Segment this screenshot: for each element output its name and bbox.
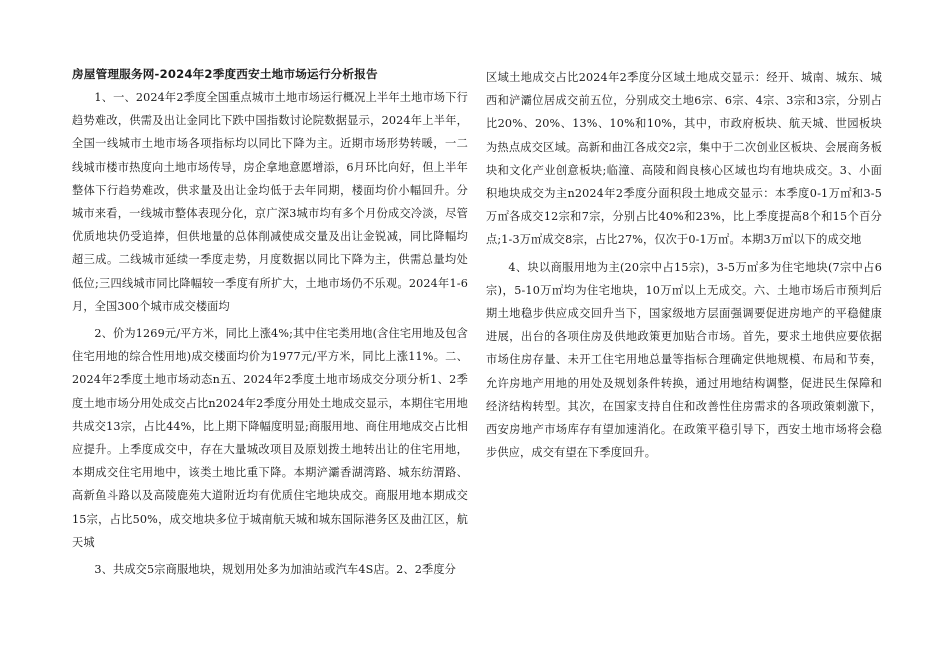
- left-column: [72, 66, 468, 585]
- right-column: [486, 66, 882, 468]
- paragraph-3: 3、共成交5宗商服地块，规划用处多为加油站或汽车4S店。2、2季度分: [94, 563, 456, 577]
- paragraph-2: 2、价为1269元/平方米，同比上涨4%;其中住宅类用地(含住宅用地及包含住宅用地的综合性用地)成交楼面均价为1977元/平方米，同比上涨11%。二、2024年2季度土地市场动态n五、2024年2季度土地市场成交分项分析1、2季度土地市场分用处成交占比n2024年2季度分用处土地成交显示，本期住宅用地共成交13宗，占比44%，比上期下降幅度明显;商服用地、商住用地成交占比相应提升。上季度成交中，存在大量城改项目及原划拨土地转出让的住宅用地，本期成交住宅用地中，该类土地比重下降。本期浐灞香湖湾路、城东纺渭路、高新鱼斗路以及高陵鹿苑大道附近均有优质住宅地块成交。商服用地本期成交15宗，占比50%，成交地块多位于城南航天城和城东国际港务区及曲江区，航天城: [72, 327, 468, 549]
- paragraph-3-continued: 区域土地成交占比2024年2季度分区域土地成交显示：经开、城南、城东、城西和浐灞位居成交前五位，分别成交土地6宗、6宗、4宗、3宗和3宗，分别占比20%、20%、13%、10%和10%，其中，市政府板块、航天城、世园板块为热点成交区域。高新和曲江各成交2宗，集中于二次创业区板块、会展商务板块和文化产业创意板块;临潼、高陵和阎良核心区域也均有地块成交。3、小面积地块成交为主n2024年2季度分面积段土地成交显示：本季度0-1万㎡和3-5万㎡各成交12宗和7宗，分别占比40%和23%，比上季度提高8个和15个百分点;1-3万㎡成交8宗，占比27%，仅次于0-1万㎡。本期3万㎡以下的成交地: [486, 71, 882, 247]
- paragraph-4: 4、块以商服用地为主(20宗中占15宗)，3-5万㎡多为住宅地块(7宗中占6宗)，5-10万㎡均为住宅地块，10万㎡以上无成交。六、土地市场后市预判后期土地稳步供应成交回升当下，国家级地方层面强调要促进房地产的平稳健康进展，出台的各项住房及供地政策更加贴合市场。首先，要求土地供应要依据市场住房存量、未开工住宅用地总量等指标合理确定供地规模、布局和节奏，允许房地产用地的用处及规划条件转换，通过用地结构调整，促进民生保障和经济结构转型。其次，在国家支持自住和改善性住房需求的各项政策刺激下，西安房地产市场库存有望加速消化。在政策平稳引导下，西安土地市场将会稳步供应，成交有望在下季度回升。: [486, 260, 882, 460]
- paragraph-1: 1、一、2024年2季度全国重点城市土地市场运行概况上半年土地市场下行趋势难改，供需及出让金同比下跌中国指数讨论院数据显示，2024年上半年，全国一线城市土地市场各项指标均以同比下降为主。近期市场形势转暖，一二线城市楼市热度向土地市场传导，房企拿地意愿增添，6月环比向好，但上半年整体下行趋势难改，供求量及出让金均低于去年同期，楼面均价小幅回升。分城市来看，一线城市整体表现分化，京广深3城市均有多个月份成交冷淡，尽管优质地块仍受追捧，但供地量的总体削减使成交量及出让金锐减，同比降幅均超三成。二线城市延续一季度走势，月度数据以同比下降为主，供需总量均处低位;三四线城市同比降幅较一季度有所扩大，土地市场仍不乐观。2024年1-6月，全国300个城市成交楼面均: [72, 91, 468, 313]
- document-title: 房屋管理服务网-2024年2季度西安土地市场运行分析报告: [72, 67, 378, 81]
